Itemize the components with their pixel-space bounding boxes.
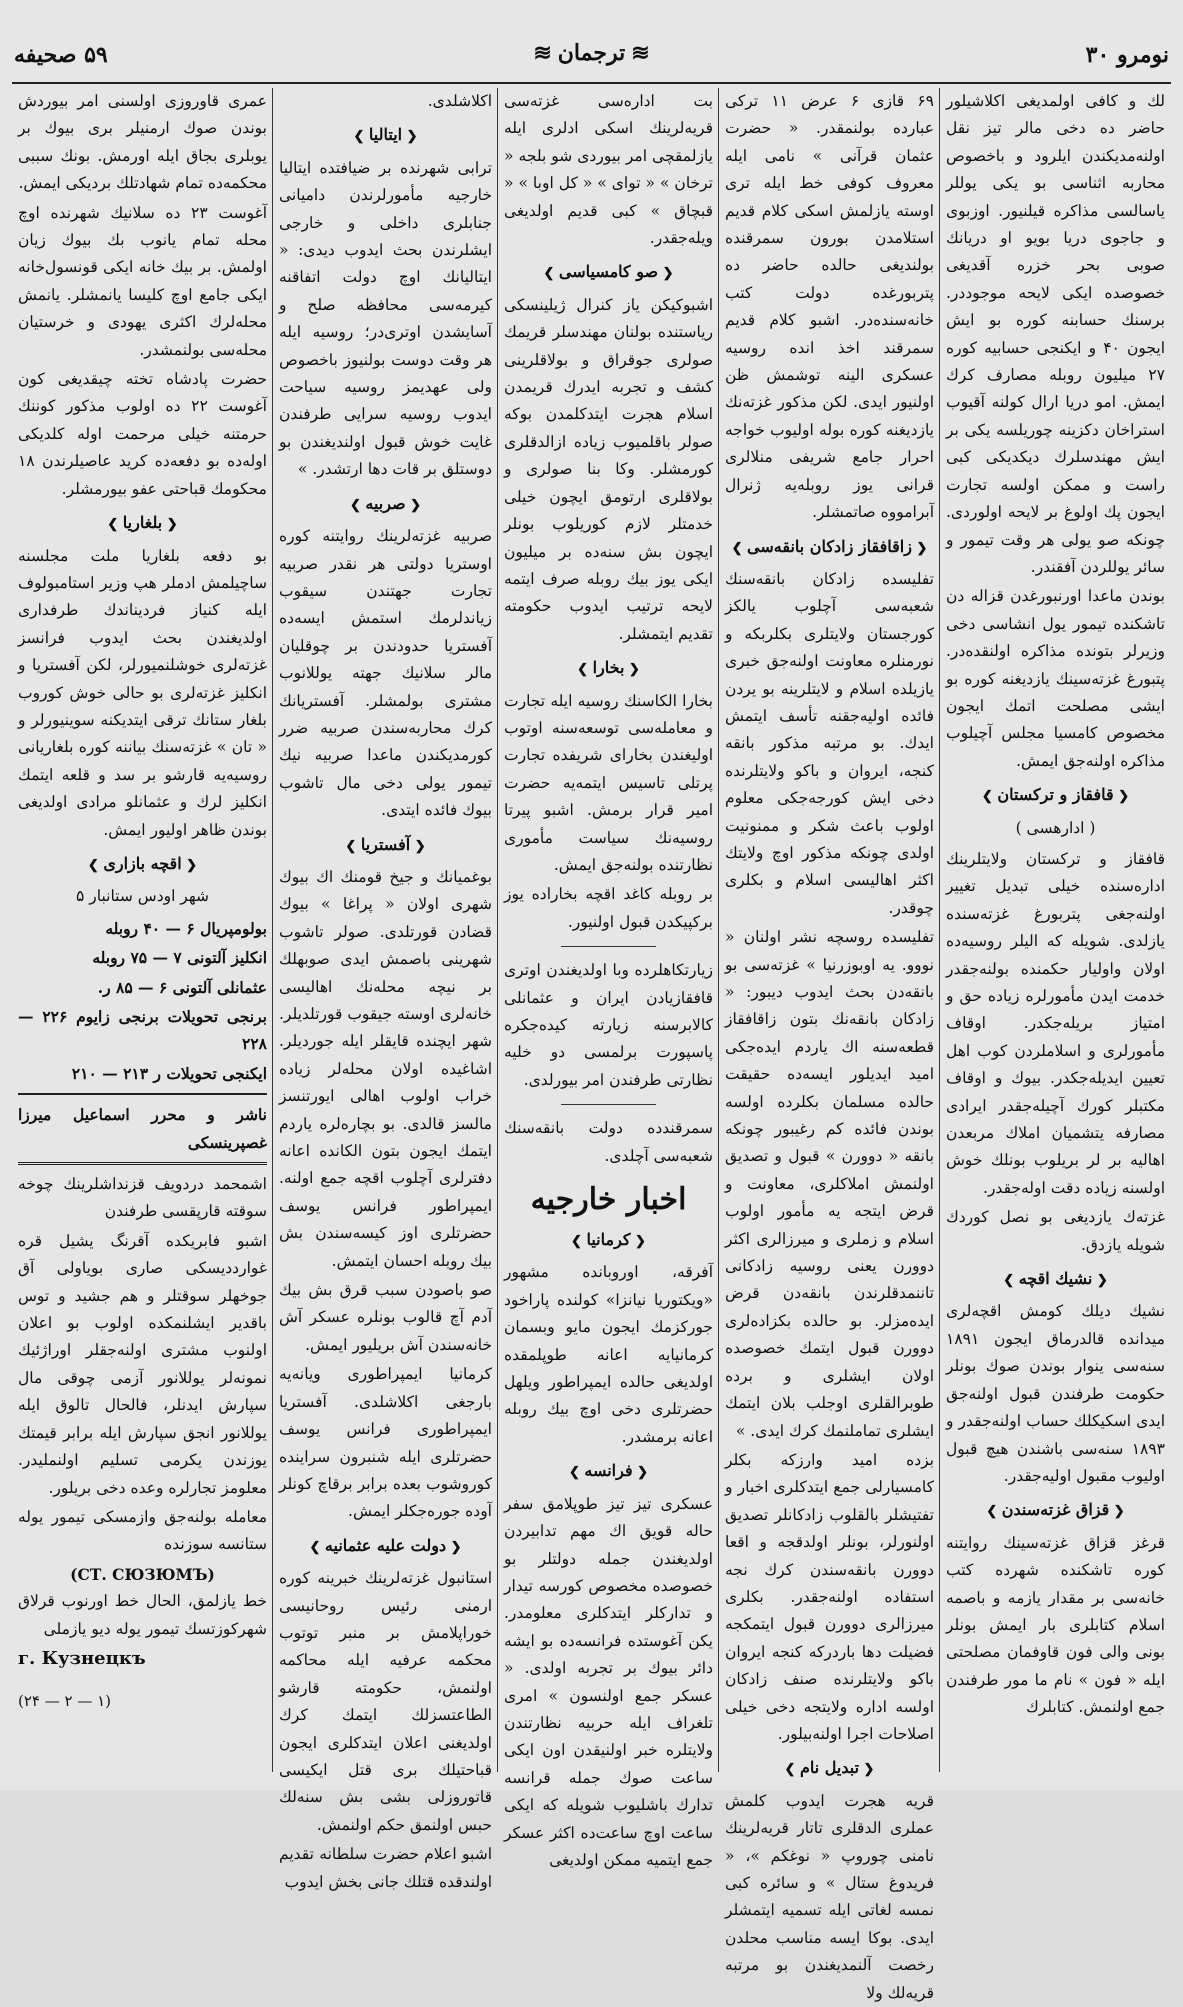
exchange-rate-row: عثمانلی آلتونی ۶ — ۸۵ ر. [97,977,267,997]
article-paragraph: اكلاشلدی. [427,92,492,110]
foreign-news-heading: اخبار خارجیه [530,1182,687,1218]
article-paragraph: حضرت پادشاه تخته چیقدیغی كون آغوست ۲۲ ده اولوب مذكور كوننك حرمتنه خیلی مرحمت اوله كلدیكی اوله‌ده بو دفعه‌ده كرید عاصیلرندن ۱۸ محكومك قباحتی عفو بیورمشلر. [18,370,267,498]
section-heading: ❮ نشیك اقچه ❯ [946,1265,1165,1294]
double-rule [18,1162,267,1165]
section-heading: ❮ زاقافقاز زادكان بانقه‌سی ❯ [725,533,934,562]
station-name-russian: (СТ. СЮЗЮМЪ) [70,1564,215,1584]
column-2 [719,88,940,2002]
section-heading: ❮ اقچه بازاری ❯ [18,850,267,879]
article-paragraph: اشبو اعلام حضرت سلطانه تقدیم اولندقده قتلك جانی بخش ایدوب [279,1845,492,1891]
rule [18,1093,267,1095]
article-paragraph: صو باصودن سبب قرق بش بیك آدم آچ قالوب بونلره عسكر آش خانه‌سندن آش بریلیور ایمش. [279,1281,492,1354]
section-subheading: ( ادارهسی ) [1015,818,1096,837]
article-paragraph: بخارا الكاسنك روسیه ایله تجارت و معامله‌سی توسعه‌سنه اوتوب اولیغندن بخارای شریفده تجارت پرتلی تاسیس ایتمه‌یه حضرت امیر قرار برمش. اشبو پیرتا روسیه‌نك سیاست مأموری نظارتنده بولنه‌جق ایمش. [504,691,713,874]
exchange-rate-row: انكلیز آلتونی ۷ — ۷۵ روبله [92,948,267,968]
publisher-line: ناشر و محرر اسماعیل میرزا غصپرینسكی [18,1105,267,1152]
article-paragraph: اشبوكیكن یاز كنرال ژیلینسكی ریاستنده بولنان مهندسلر قریمك صولری جوقراق و بولاقلرینی كشف و تجربه ایدرك قریمدن اسلام هجرت ایتدكلمدن بوكه صولر باقلمیوب زیاده ازالدقلری كورمشلر. وكا بنا صولری و بولاقلری ارتومق ایچون خیلی خدمتلر لازم كوریلوب بونلر ایچون بش سنه‌ده بر میلیون ایكی یوز بیك روبله صرف ایتمه لایحه ترتیب ایدوب حكومته تقدیم ایتمشلر. [504,295,713,643]
advertisement-text: اشبو فابریكده آقرنگ یشیل قره غوارددیسكی صاری بوياولی آق جوخهلر سوقتلر و هم جشید و توس باقدیر ایشلنمكده اولوب بو اعلان اولنوب مشتری اولنه‌جقلر اوراژئیك نمونه‌لر یوللانور آزمی چوقی مال سپارش ایدنلر، فالحال تالوق ایله یوللانور انجق سپارش ایله برابر قیمتك یوزندن یكرمی تسلیم اولنملیدر. معلومز تجارلره وعده دخی بریلور. [18,1231,267,1497]
article-paragraph: زیارتكاهلرده وبا اولدیغندن اوتری قافقازیادن ایران و عثمانلی كالابرسنه زیارته كیده‌جكره پاسپورت برلمسی دو خلیه نظارتی طرفندن امر بیورلدی. [504,961,713,1089]
article-paragraph: بوندن ماعدا اورنبورغدن قزاله دن تاشكنده تیمور یول انشاسی دخی وزیرلر بتونده مذاكره اولنقده‌در. پتبورغ غزته‌سینك یازدیغنه كوره بو ایشی مصلحت اتمك ایجون مخصوص كامسیا مجلس آچیلوب مذاكره اولنه‌جق ایمش. [946,587,1165,770]
issue-number: نومرو ۳۰ [1085,42,1169,68]
column-3 [498,88,719,1869]
market-subheading: شهر اودس ستانبار ۵ [76,887,209,906]
section-heading: ❮ قزاق غزته‌سندن ❯ [946,1496,1165,1525]
article-paragraph: آغوست ۲۳ ده سلانیك شهرنده اوچ محله تمام یانوب بك بیوك زیان اولمش. بر بیك خانه ایكی قونسول‌خانه ایكی جامع اوچ كلیسا یانمشلر. یانمش محله‌لرك اكثری یهودی و خرستیان محله‌سی بولنمشدر. [18,203,267,359]
article-paragraph: بر روبله كاغد اقچه بخاراده یوز بركپیكدن قبول اولنیور. [504,885,713,931]
section-heading: ❮ كرمانیا ❯ [504,1226,713,1255]
section-heading: ❮ تبدیل نام ❯ [725,1754,934,1783]
column-4 [273,88,498,1891]
section-heading: ❮ آفستریا ❯ [279,831,492,860]
article-paragraph: نشیك دیلك كومش اقچه‌لری میدانده قالدرماق ایجون ۱۸۹۱ سنه‌سی ینوار بوندن صوك بونلر حكومت طرفندن قبول اولنه‌جق ایدی اسكیكلك حساب اولنه‌جقدر و ۱۸۹۳ سنه‌سی باشندن هیچ قبول اولیوب مقبول اولیه‌جقدر. [946,1302,1165,1485]
columns [12,88,1171,2002]
article-paragraph: قریه هجرت ایدوب كلمش عملری الدقلری تاتار قریه‌لرینك نامنی چوروپ « نوغكم »، « فریدوغ ستال » و سائره كبی نمسه لغاتی ایله تسمیه ایتمشلر ایدی. بوكا ایسه مناسب محلدن رخصت آلنمدیغندن بو مرتبه قریه‌لك ولا [725,1791,934,2002]
divider [561,946,655,947]
article-paragraph: بزده امید وارزكه بكلر كامسیارلی جمع ایتدكلری اخبار و تفتیشلر بالقلوب زادكانلر تصدیق اولنورلر، بونلر اولدقجه و اقعا دوورن بانقه‌سندن كرك نجه استفاده اولنه‌جقدر. بكلری میرزالری دوورن قبول ایتمكجه فضیلت دها بار‌دركه كنجه ایروان باكو ولایتلرنده صنف زادكان اولسه اداره ولایتجه دخی خیلی اصلاحات اجرا اولنه‌بیلور. [725,1450,934,1743]
article-paragraph: استانبول غزته‌لرینك خبرینه كوره ارمنی رئیس روحانیسی خوراپلامش بر منبر توتوب محكمه عرفیه ایله محاكمه اولنمش، حكومته قارشو الطاعتسزلك ایتمك كرك اولدیغنی اعلان ایتدكلری ایجون قباحتیلك بری قتل ایكیسی قاتوروزلی بشی بش سنه‌لك حبس اولنمق حكم اولنمش. [279,1569,492,1834]
article-paragraph: تفلیسده زادكان بانقه‌سنك شعبه‌سی آچلوب یالكز كورجستان ولایتلری بكلربكه و نورمنلره معاونت اولنه‌جق خبری یازیلده اسلام و لایتلرینه بو یردن فائده اولیه‌جقنه تأسف ایتمش ایدك. بو مرتبه مذكور بانقه كنجه، ایروان و باكو ولایتلرنده دخی ایش كورجه‌جكی معلوم اولوب باعث شكر و ممنونیت اولدی چونكه مذكور اوچ ولایتك اكثر اهالیسی اسلام و بكلری چوقدر. [725,569,934,917]
article-paragraph: ۶۹ قازی ۶ عرض ۱۱ تركی عبارده بولنمقدر. « حضرت عثمان قرآنی » نامی ایله معروف كوفی خط ایله تری اوسته یازلمش اسكی كلام قدیم استلامدن بورون سمرقنده بولندیغی حالده حاضر ده پتربورغده دولت كتب خانه‌سنده‌در. اشبو كلام قدیم سمرقند اخذ انده روسیه عسكری الینه توشمش ظن اولنیور ایدی. لكن مذكور غزته‌نك یازدیغنه كوره بوله اولیوب خواجه احرار جامع شریفی منلالری قرانی یوز روبله‌یه ژنرال آبرامووه صاتمشلر. [725,92,934,522]
advertisement-text: خط یازلمق، الحال خط اورنوب قرلاق شهركوزتسك تیمور یوله دیو یازملی [18,1592,267,1638]
column-1 [940,88,1171,1772]
article-paragraph: آفرقه، اوروبانده مشهور «ویكتوریا نیانزا» كولنده پاراخود جوركزمك ایجون مایو وبسمان كرمانیایه اعانه طوپلمقده اولدیغی حالده ایمپراطور ویلهل حضرتلری دخی اوچ بیك روبله اعانه برمشدر. [504,1263,713,1446]
town-name-russian: г. Кузнецкъ [18,1647,146,1669]
section-heading: ❮ بخارا ❯ [504,654,713,683]
article-paragraph: عمری قاوروزی اولسنی امر بیوردش بوندن صوك ارمنیلر بری بیوك بر یوبلری بجاق ایله اورمش. بونك سببی محكمه‌ده تمام شهادتلك بردیكی ایمش. [18,92,267,193]
article-paragraph: تفلیسده روسچه نشر اولنان « نووو. یه اوبوزرنیا » غزته‌سی بو بانقه‌دن بحث ایدوب دیبور: « زادكان بانقه‌نك بتون زاقافقاز قطعه‌سنه اك یاردم ایده‌جكی امید ایدیلور ایسه‌ده حقیقت حالده مسلمان بكلرده اولسه بوندن فائده كم رغیبور چونكه بانقه « دوورن » قبول و تصدیق اولنمش املاكلری، معاونت و قرض ایتجه یه مأمور اولوب اسلام و زملری و میرزالری اكثر دوورن یعنی روسیه زادكانی تاننمدقلرندن بانقه‌دن قرض ایده‌مزلر. بو حالده بكزاده‌لری دوورن قبول ایتمك خصوصده اولان ایشلری و برده طوبرالقلری اوجلب بلان ایتمك ایشلری تماملنمك كرك ایدی. » [725,928,934,1440]
page-number: ۵۹ صحیفه [14,42,108,68]
column-5 [12,88,273,1772]
masthead-rule [12,82,1171,84]
advertisement-text: معامله بولنه‌جق وازمسكی تیمور یوله ستانسه سوزنده [18,1507,267,1554]
article-paragraph: غزته‌ك یازدیغی بو نصل كوردك شویله یازدق. [946,1208,1165,1254]
article-paragraph: كرمانیا ایمپراطوری ویانه‌یه بارجغی اكلاشلدی. آفستریا ایمپراطوری فرانس یوسف حضرتلری ایله شنبرون سراینده كوروشوب بعده برابر برقاچ كونلر آوده جوره‌جكلر ایمش. [279,1365,492,1521]
article-paragraph: لك و كافی اولمدیغی اكلاشیلور حاضر ده دخی مالر تیز نقل اولنه‌مدیکندن ایلرود و باخصوص محاربه اثناسی بو یكی یوللر یاسالسی مذاكره قیلنیور. اوزبوی و جاجوی دریا بویو او دریانك صوبی بحر خزره آقدیغی خصوصده ایكی لایحه موجوددر. برسنك حسابنه كوره بو ایش ایجون ۴۰ و ایكنجی حسابیه كوره ۲۷ میلیون روبله مصارف كرك ایمش. امو دریا ارال كولنه آقیوب استراخان دكزینه چوریلسه یكی بر ایش مهندسلرك دیكدیكی كبی راست و ممكن اولسه تجارت ایجون پك اولوغ بر لایحه اولوردی. چونكه صو یولی هر وقت تیمور و سائر یوللردن آفقندر. [946,92,1165,576]
article-paragraph: قرغز قزاق غزته‌سینك روایتنه كوره تاشكنده شهرده كتب خانه‌سی بر مقدار یازمه و باصمه اسلام كتابلری بار ایمش بونلر بونی والی فون قاوفمان مصلحتی ایله « فون » نام ما مور طرفندن جمع اولنمش. كتابلرك [946,1533,1165,1717]
section-heading: ❮ دولت علیه عثمانیه ❯ [279,1532,492,1561]
article-paragraph: عسكری تیز تیز طوپلامق سفر حاله قویق اك مهم تدابیردن اولدیغندن جمله دولتلر بو خصوصده مخصوص كورسه تیدار و تداركلر ایتدكلری معلومدر. یكن آغوستده فرانسه‌ده بو ایشه دائر بیوك بر تجربه اولدی. « عسكر جمع اولنسون » امری تلغراف ایله حربیه نظارتندن ولایتلره خبر اولنیقدن اون ایكی ساعت صوك جمله قرانسه تدارك باشلیوب شویله كه ایكی ساعت اوچ ساعت‌ده اكثر عسكر جمع ایتمیه ممكن اولدیغی [504,1494,713,1869]
ad-code: (۲۴ — ۲ — ۱) [18,1692,112,1711]
article-paragraph: سمرقندده دولت بانقه‌سنك شعبه‌سی آچلدی. [504,1119,713,1165]
masthead [14,38,1169,80]
newspaper-title: ≋ ترجمان ≋ [533,40,649,66]
exchange-rate-row: بولومپریال ۶ — ۴۰ روبله [105,918,267,938]
section-heading: ❮ بلغاریا ❯ [18,509,267,538]
article-paragraph: بو دفعه بلغاریا ملت مجلسنه ساچیلمش ادملر هپ وزیر استامبولوف ایله كنیاز فردیناندك طرفداری اولدیغندن بحث ایدوب فرانسز غزته‌لری خوشلنمیورلر، لكن آفستریا و انكلیز غزته‌لری بو حالی خوش كوروب بلغار ستانك ترقی ایتدیكنه سوینیورلر و « تان » غزته‌سنك بیاننه كوره بلغاریانی روسیه‌یه قارشو بر سد و قلعه ایتمك انكلیز لرك و عثمانلو مرادی اولدیغی بوندن ظاهر اولیور ایمش. [18,546,267,839]
exchange-rate-row: ایكنجی تحویلات ر ۲۱۳ — ۲۱۰ [71,1063,267,1083]
section-heading: ❮ قافقاز و تركستان ❯ [946,781,1165,810]
article-paragraph: قافقاز و تركستان ولایتلرینك اداره‌سنده خیلی تبدیل تغییر اولنه‌جغی پتربورغ غزته‌سنده یازلدی. شویله كه الیلر رو‌سیه‌ده اولان واولیار حكمنده بولنه‌جقدر خدمت ایدن مأمورلره زیاده حق و امتیاز بریله‌جكدر. اوقاف مأمورلری و اسلاملردن كوب اهل تعیین ایدیله‌جكدر. بیوك و اوقاف مكتبلر كورك آچیله‌جقدر ایرادی مصارفه یتشمیان املاك مربعدن اهالیه بر لر بریلوب بونلك خوش اولسنه زیاده دقت اوله‌جقدر. [946,849,1165,1197]
divider [561,1104,655,1105]
section-heading: ❮ ایتالیا ❯ [279,121,492,150]
section-heading: ❮ فرانسه ❯ [504,1457,713,1486]
exchange-rate-row: برنجی تحویلات برنجی زایوم ۲۲۶ — ۲۲۸ [18,1007,267,1054]
article-paragraph: ترابی شهرنده بر ضیافتده ایتالیا خارجیه مأمورلرندن داميانی جنابلری داخلی و خارجی ایشلرندن بحث ایدوب دیدی: « ایتالیانك اوچ دولت اتفاقنه كیرمه‌سی محافظه صلح و آسایشدن اوتری‌در؛ روسیه ایله هر وقت دوست بولنیوز باخصوص ولی عهدیمز روسیه سیاحت ایدوب روسیه سرایی طرفندن غایت خوش قبول اولندیغندن بو دوستلق بر قات دها ارتشدر. » [279,158,492,479]
advertisement-title: اشمحمد دردویف قزنداشلرینك چوخه سوقته قارپقسی طرفندن [18,1175,267,1221]
article-paragraph: بوغمیانك و جیخ قومنك اك بیوك شهری اولان « پراغا » بیوك قضادن قورتلدی. صولر تاشوب شهرینی باصمش ایدی صوبهلك بر نیچه محله‌نك اهالیسی خانه‌لری اوسته جیقوب قورتلدیلر. شهر ایچنده قایقلر ایله جوردیلر. اشاغیده اولان محله‌لر زیاده خراب اولوب اهالی ایورتنسز مالسز قالدی. بو بچاره‌لره یاردم ایتمك ایجون بتون الكانده اعانه دفترلری آچلوب اقچه جمع اولنه. ایمپراطور فرانس یوسف حضرتلری اوز كیسه‌سندن بش بیك روبله احسان ایتمش. [279,867,492,1270]
article-paragraph: بت اداره‌سی غزته‌سی قریه‌لرینك اسكی ادلری ایله یازلمقچی امر بیوردی شو بلجه « ترخان » « توای » « كل اوبا » « قبچاق » كبی قدیم اولدیغی ویله‌جقدر. [504,92,713,248]
article-paragraph: صربیه غزته‌لرینك روایتنه كوره اوستریا دولتی هر نقدر صربیه تجارت جهتندن سیقوب زیاندلرمك استمش ایسه‌ده آفستریا حدودندن بر چوقلیان مالر سلانیك جهته یوللانوب مشتری بولمشلر. آفستریانك كرك محاربه‌سندن صربیه ضرر كورمدیكندن ماعدا صربیه نیك تیمور یولی دخی مال تاشوب بیوك فائده ایتدی. [279,527,492,820]
section-heading: ❮ صو كامسیاسی ❯ [504,258,713,287]
section-heading: ❮ صربیه ❯ [279,490,492,519]
